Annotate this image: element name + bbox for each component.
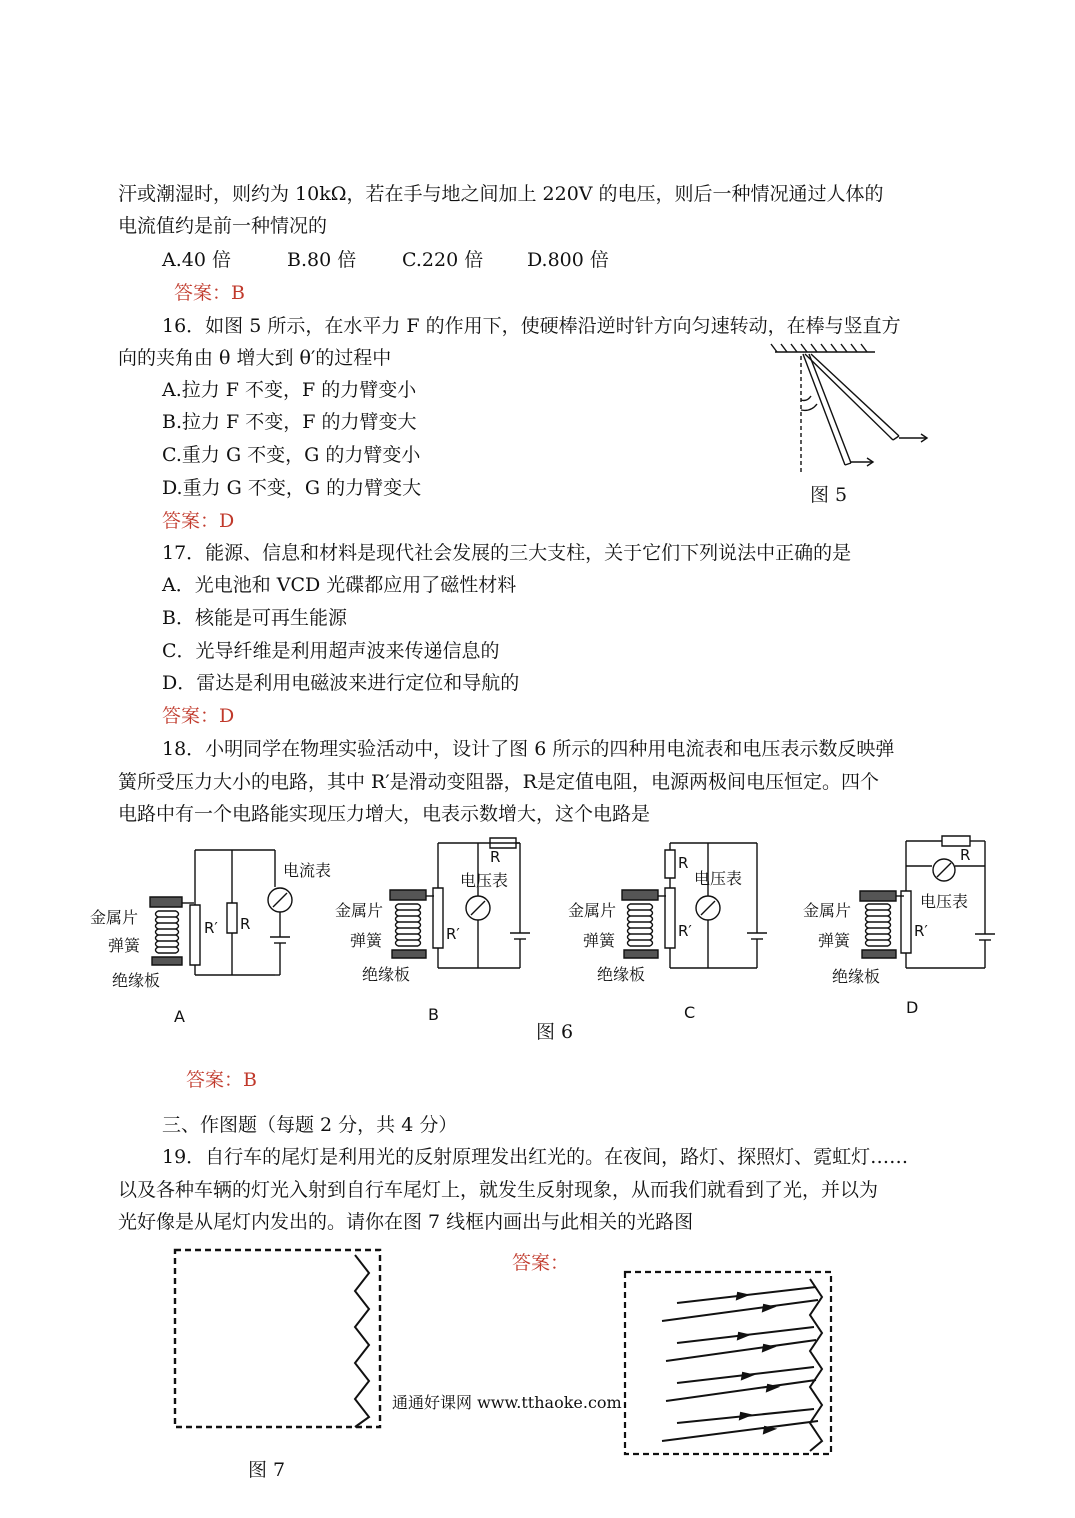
circuit-c-spring-label: 弹簧 — [583, 931, 616, 950]
circuit-b-metal-label: 金属片 — [335, 901, 384, 920]
figure-5-caption: 图 5 — [810, 484, 848, 506]
circuit-c-diagram — [622, 838, 772, 973]
circuit-a-r-label: R — [240, 915, 251, 933]
q15-option-a: A.40 倍 — [162, 249, 231, 271]
q15-option-c: C.220 倍 — [402, 249, 484, 271]
circuit-d-r-label: R — [960, 846, 971, 864]
circuit-a-metal-label: 金属片 — [90, 908, 139, 927]
q18-line3: 电路中有一个电路能实现压力增大，电表示数增大，这个电路是 — [118, 803, 651, 825]
q17-option-a: A．光电池和 VCD 光碟都应用了磁性材料 — [162, 574, 517, 596]
circuit-b-diagram — [390, 838, 540, 973]
circuit-b-r-label: R — [490, 848, 501, 866]
q19-line1: 19．自行车的尾灯是利用光的反射原理发出红光的。在夜间，路灯、探照灯、霓虹灯…… — [162, 1146, 909, 1168]
circuit-b-rv-label: R′ — [446, 925, 460, 943]
circuit-c-metal-label: 金属片 — [568, 901, 617, 920]
q17-answer: 答案：D — [162, 705, 235, 727]
q15-line1: 汗或潮湿时，则约为 10kΩ，若在手与地之间加上 220V 的电压，则后一种情况通过人体的 — [118, 183, 884, 205]
q17-line1: 17．能源、信息和材料是现代社会发展的三大支柱，关于它们下列说法中正确的是 — [162, 542, 852, 564]
q16-line2: 向的夹角由 θ 增大到 θ′的过程中 — [118, 347, 392, 369]
section-3-title: 三、作图题（每题 2 分，共 4 分） — [162, 1114, 458, 1136]
figure-7-blank-frame — [172, 1247, 387, 1432]
circuit-c-letter: C — [684, 1003, 696, 1022]
circuit-d-spring-label: 弹簧 — [818, 931, 851, 950]
circuit-a-rv-label: R′ — [204, 919, 218, 937]
figure-5-diagram — [765, 340, 955, 480]
figure-6-caption: 图 6 — [536, 1021, 574, 1043]
circuit-b-spring-label: 弹簧 — [350, 931, 383, 950]
q15-option-b: B.80 倍 — [287, 249, 357, 271]
q15-line2: 电流值约是前一种情况的 — [118, 215, 328, 237]
q17-option-b: B．核能是可再生能源 — [162, 607, 347, 629]
circuit-d-board-label: 绝缘板 — [832, 967, 881, 986]
circuit-d-letter: D — [906, 998, 919, 1017]
q16-option-a: A.拉力 F 不变，F 的力臂变小 — [162, 379, 417, 401]
circuit-d-metal-label: 金属片 — [803, 901, 852, 920]
circuit-c-rv-label: R′ — [678, 922, 692, 940]
q18-answer: 答案：B — [186, 1069, 257, 1091]
q15-option-d: D.800 倍 — [527, 249, 609, 271]
q19-answer-label: 答案： — [512, 1252, 570, 1274]
figure-7-caption: 图 7 — [248, 1459, 286, 1481]
circuit-b-board-label: 绝缘板 — [362, 965, 411, 984]
circuit-a-letter: A — [174, 1007, 185, 1026]
circuit-c-board-label: 绝缘板 — [597, 965, 646, 984]
q17-option-d: D．雷达是利用电磁波来进行定位和导航的 — [162, 672, 520, 694]
q15-answer: 答案：B — [174, 282, 245, 304]
q19-line3: 光好像是从尾灯内发出的。请你在图 7 线框内画出与此相关的光路图 — [118, 1211, 694, 1233]
circuit-a-spring-label: 弹簧 — [108, 936, 141, 955]
q18-line1: 18．小明同学在物理实验活动中，设计了图 6 所示的四种用电流表和电压表示数反映弹 — [162, 738, 895, 760]
circuit-a-meter-label: 电流表 — [283, 861, 332, 880]
circuit-a-board-label: 绝缘板 — [112, 971, 161, 990]
q16-option-c: C.重力 G 不变，G 的力臂变小 — [162, 444, 421, 466]
q16-line1: 16．如图 5 所示，在水平力 F 的作用下，使硬棒沿逆时针方向匀速转动，在棒与竖直方 — [162, 315, 901, 337]
q16-option-d: D.重力 G 不变，G 的力臂变大 — [162, 477, 422, 499]
circuit-b-meter-label: 电压表 — [460, 871, 509, 890]
q19-line2: 以及各种车辆的灯光入射到自行车尾灯上，就发生反射现象，从而我们就看到了光，并以为 — [118, 1179, 879, 1201]
circuit-d-rv-label: R′ — [914, 922, 928, 940]
figure-7-answer-diagram — [622, 1269, 837, 1459]
circuit-c-meter-label: 电压表 — [694, 869, 743, 888]
q17-option-c: C．光导纤维是利用超声波来传递信息的 — [162, 640, 500, 662]
circuit-b-letter: B — [428, 1005, 439, 1024]
q16-option-b: B.拉力 F 不变，F 的力臂变大 — [162, 411, 417, 433]
circuit-d-meter-label: 电压表 — [920, 892, 969, 911]
watermark: 通通好课网 www.tthaoke.com — [392, 1393, 622, 1412]
circuit-c-r-label: R — [678, 854, 689, 872]
q16-answer: 答案：D — [162, 510, 235, 532]
q18-line2: 簧所受压力大小的电路，其中 R′是滑动变阻器，R是定值电阻，电源两极间电压恒定。四个 — [118, 771, 879, 793]
circuit-a-diagram — [150, 845, 300, 980]
